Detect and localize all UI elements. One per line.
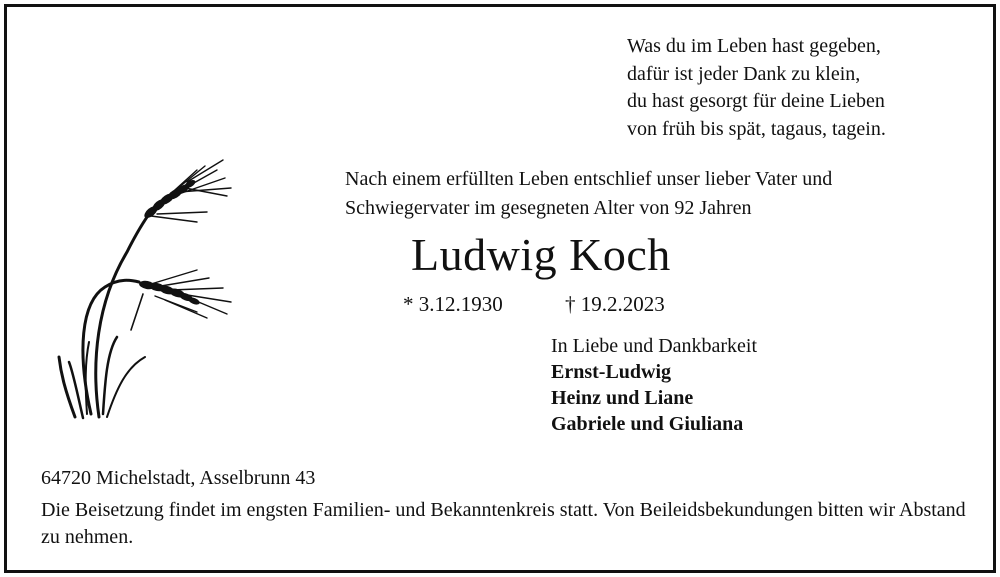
wheat-ears-icon (47, 152, 247, 427)
poem-line: dafür ist jeder Dank zu klein, (627, 62, 861, 85)
mourners-intro: In Liebe und Dankbarkeit (551, 335, 758, 357)
burial-notice: Die Beisetzung findet im engsten Familien- und Bekanntenkreis statt. Von Beileidsbekundungen bitten wir Abstand zu nehmen. (41, 499, 966, 548)
intro-text (345, 165, 832, 222)
poem-line: du hast gesorgt für deine Lieben (627, 90, 885, 112)
mourner-name: Gabriele und Giuliana (551, 413, 744, 435)
mourners (551, 333, 757, 437)
death-date: † 19.2.2023 (565, 292, 665, 316)
poem-line: Was du im Leben hast gegeben, (627, 35, 881, 57)
birth-date: * 3.12.1930 (403, 292, 503, 316)
poem-line: von früh bis spät, tagaus, tagein. (627, 117, 886, 140)
poem (627, 33, 886, 143)
intro-line: Nach einem erfüllten Leben entschlief unser lieber Vater und (345, 168, 833, 190)
intro-line: Schwiegervater im gesegneten Alter von 92 Jahren (345, 196, 752, 219)
obituary-notice (4, 4, 996, 573)
deceased-name: Ludwig Koch (411, 229, 671, 280)
mourner-name: Heinz und Liane (551, 387, 694, 409)
address: 64720 Michelstadt, Asselbrunn 43 (41, 467, 316, 489)
mourner-name: Ernst-Ludwig (551, 361, 672, 383)
